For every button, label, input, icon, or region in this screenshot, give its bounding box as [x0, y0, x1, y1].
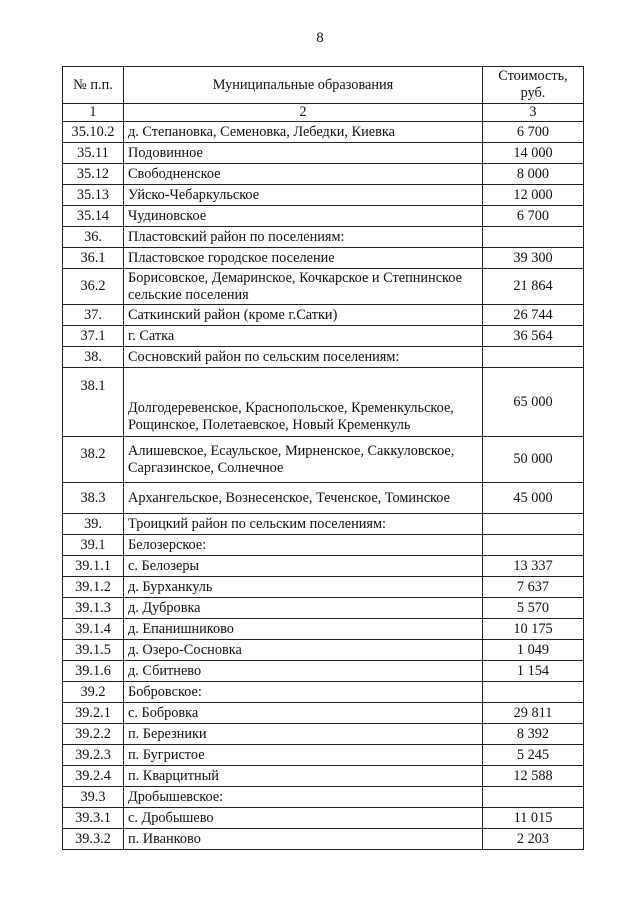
row-cost: 45 000: [483, 483, 584, 514]
table-row: [63, 682, 584, 703]
table-row: [63, 248, 584, 269]
row-municipality: Пластовское городское поселение: [124, 248, 483, 269]
row-number: 36.1: [63, 248, 124, 269]
row-cost: 12 000: [483, 185, 584, 206]
row-cost: 29 811: [483, 703, 584, 724]
row-number: 35.12: [63, 164, 124, 185]
row-municipality: Сосновский район по сельским поселениям:: [124, 347, 483, 368]
row-cost: 21 864: [483, 269, 584, 305]
table-row: [63, 326, 584, 347]
row-number: 37.1: [63, 326, 124, 347]
row-number: 39.: [63, 514, 124, 535]
row-municipality: п. Бугристое: [124, 745, 483, 766]
header-cost: Стоимость, руб.: [483, 67, 584, 104]
table-row: [63, 703, 584, 724]
row-number: 36.: [63, 227, 124, 248]
row-municipality: Пластовский район по поселениям:: [124, 227, 483, 248]
column-index: 1: [63, 104, 124, 122]
table-row: [63, 661, 584, 682]
row-municipality: Белозерское:: [124, 535, 483, 556]
table-row: [63, 724, 584, 745]
row-municipality: Алишевское, Есаульское, Мирненское, Саккуловское, Саргазинское, Солнечное: [124, 437, 483, 483]
table-row: [63, 122, 584, 143]
row-cost: 50 000: [483, 437, 584, 483]
row-cost: 14 000: [483, 143, 584, 164]
row-number: 35.10.2: [63, 122, 124, 143]
row-number: 36.2: [63, 269, 124, 305]
table-row: [63, 619, 584, 640]
row-number: 39.2.3: [63, 745, 124, 766]
row-municipality: Дробышевское:: [124, 787, 483, 808]
column-index: 3: [483, 104, 584, 122]
row-number: 38.3: [63, 483, 124, 514]
page-number: 8: [316, 30, 324, 46]
row-cost: 1 049: [483, 640, 584, 661]
row-cost: [483, 787, 584, 808]
table-row: [63, 829, 584, 850]
row-cost: 6 700: [483, 206, 584, 227]
table-row: [63, 227, 584, 248]
table-header-row: [63, 67, 584, 104]
municipal-cost-table: [62, 66, 584, 850]
table-row: [63, 640, 584, 661]
table-row: [63, 164, 584, 185]
row-municipality: д. Озеро-Сосновка: [124, 640, 483, 661]
row-number: 39.1.2: [63, 577, 124, 598]
row-municipality: Саткинский район (кроме г.Сатки): [124, 305, 483, 326]
table-row: [63, 305, 584, 326]
table-row: [63, 185, 584, 206]
row-cost: 13 337: [483, 556, 584, 577]
row-cost: 39 300: [483, 248, 584, 269]
row-municipality: Архангельское, Вознесенское, Теченское, Томинское: [124, 483, 483, 514]
table-row: [63, 766, 584, 787]
row-cost: 6 700: [483, 122, 584, 143]
column-index-row: [63, 104, 584, 122]
row-number: 39.3.1: [63, 808, 124, 829]
table-row: [63, 808, 584, 829]
row-cost: [483, 347, 584, 368]
row-municipality: Бобровское:: [124, 682, 483, 703]
row-number: 39.2.2: [63, 724, 124, 745]
table-row: [63, 514, 584, 535]
row-number: 39.2.4: [63, 766, 124, 787]
row-municipality: Уйско-Чебаркульское: [124, 185, 483, 206]
table-row: [63, 598, 584, 619]
row-municipality: п. Иванково: [124, 829, 483, 850]
row-municipality: д. Бурханкуль: [124, 577, 483, 598]
row-cost: 1 154: [483, 661, 584, 682]
row-municipality: п. Березники: [124, 724, 483, 745]
table-row: [63, 368, 584, 437]
row-municipality: Свободненское: [124, 164, 483, 185]
row-municipality: д. Дубровка: [124, 598, 483, 619]
row-cost: [483, 682, 584, 703]
row-municipality: с. Дробышево: [124, 808, 483, 829]
table-row: [63, 577, 584, 598]
table-row: [63, 143, 584, 164]
header-number: № п.п.: [63, 67, 124, 104]
row-cost: 65 000: [483, 368, 584, 437]
row-number: 39.1: [63, 535, 124, 556]
row-municipality: д. Епанишниково: [124, 619, 483, 640]
row-number: 38.2: [63, 437, 124, 483]
row-number: 35.14: [63, 206, 124, 227]
row-cost: 5 570: [483, 598, 584, 619]
row-municipality: с. Бобровка: [124, 703, 483, 724]
row-cost: 11 015: [483, 808, 584, 829]
row-number: 39.3: [63, 787, 124, 808]
table-row: [63, 787, 584, 808]
row-number: 39.1.5: [63, 640, 124, 661]
row-municipality: с. Белозеры: [124, 556, 483, 577]
column-index: 2: [124, 104, 483, 122]
row-cost: 5 245: [483, 745, 584, 766]
row-number: 39.1.6: [63, 661, 124, 682]
row-cost: 10 175: [483, 619, 584, 640]
row-number: 39.1.1: [63, 556, 124, 577]
row-cost: 36 564: [483, 326, 584, 347]
row-number: 39.1.4: [63, 619, 124, 640]
row-municipality: г. Сатка: [124, 326, 483, 347]
row-municipality: д. Степановка, Семеновка, Лебедки, Киевка: [124, 122, 483, 143]
row-cost: [483, 514, 584, 535]
table-body: [63, 122, 584, 850]
row-cost: 26 744: [483, 305, 584, 326]
row-number: 39.3.2: [63, 829, 124, 850]
row-municipality: п. Кварцитный: [124, 766, 483, 787]
table-row: [63, 556, 584, 577]
table-row: [63, 437, 584, 483]
table-row: [63, 347, 584, 368]
row-number: 38.1: [63, 368, 124, 437]
row-number: 35.11: [63, 143, 124, 164]
row-cost: 7 637: [483, 577, 584, 598]
row-municipality: Чудиновское: [124, 206, 483, 227]
row-number: 39.2.1: [63, 703, 124, 724]
row-number: 39.2: [63, 682, 124, 703]
row-cost: [483, 227, 584, 248]
row-cost: 8 000: [483, 164, 584, 185]
table-row: [63, 206, 584, 227]
table-row: [63, 483, 584, 514]
row-municipality: Долгодеревенское, Краснопольское, Кременкульское, Рощинское, Полетаевское, Новый Кременкуль: [124, 368, 483, 437]
header-municipality: Муниципальные образования: [124, 67, 483, 104]
row-cost: 2 203: [483, 829, 584, 850]
row-municipality: Подовинное: [124, 143, 483, 164]
row-number: 39.1.3: [63, 598, 124, 619]
table-row: [63, 535, 584, 556]
row-cost: 12 588: [483, 766, 584, 787]
row-number: 38.: [63, 347, 124, 368]
table-row: [63, 745, 584, 766]
row-cost: [483, 535, 584, 556]
row-municipality: Троицкий район по сельским поселениям:: [124, 514, 483, 535]
row-cost: 8 392: [483, 724, 584, 745]
row-municipality: Борисовское, Демаринское, Кочкарское и Степнинское сельские поселения: [124, 269, 483, 305]
row-number: 35.13: [63, 185, 124, 206]
row-number: 37.: [63, 305, 124, 326]
row-municipality: д. Сбитнево: [124, 661, 483, 682]
table-row: [63, 269, 584, 305]
